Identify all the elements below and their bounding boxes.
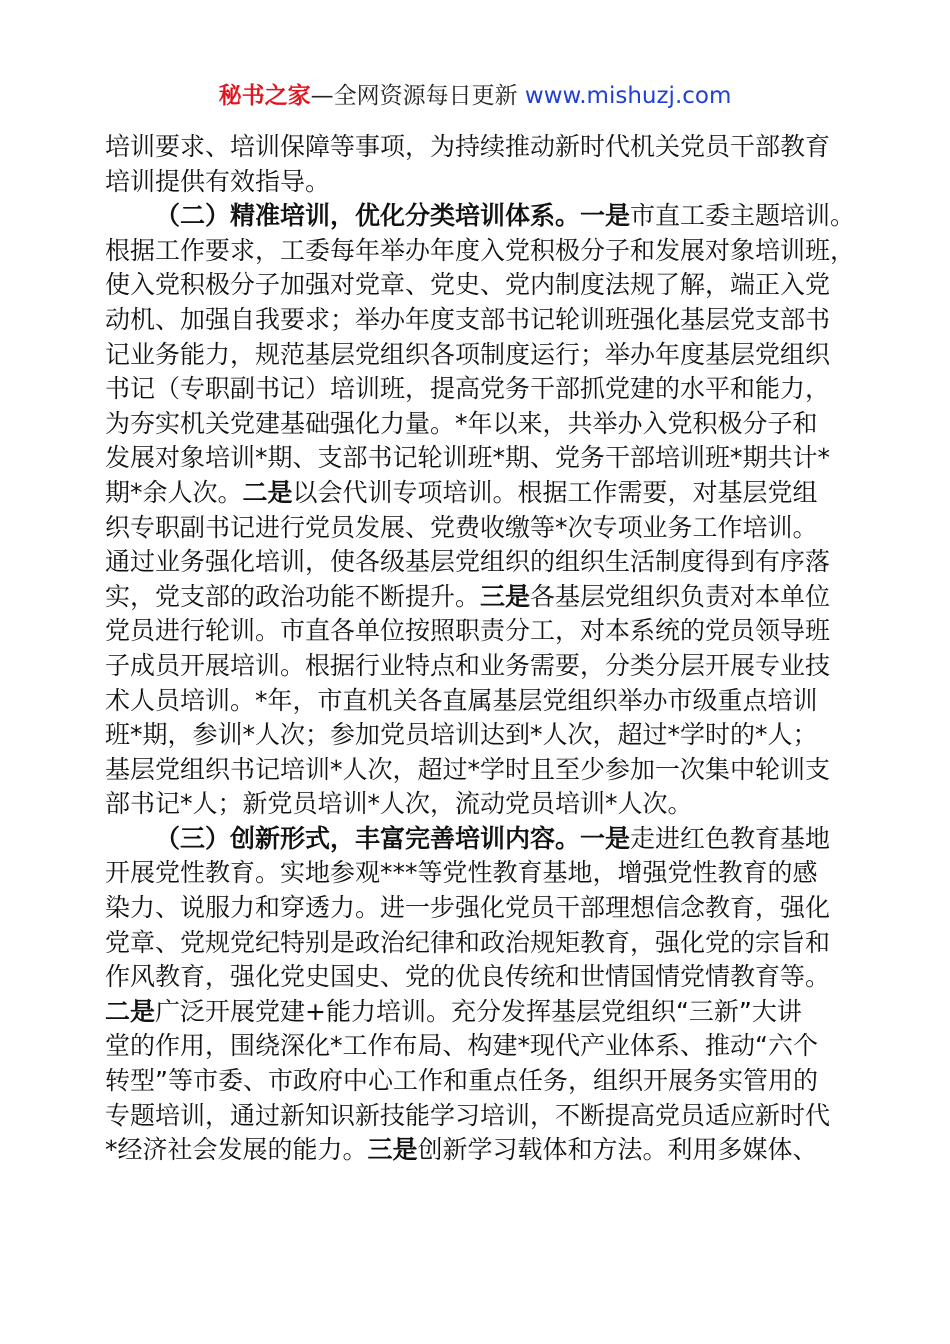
bold-text-segment: （三）创新形式，丰富完善培训内容。一是 xyxy=(155,823,631,853)
text-line xyxy=(105,995,845,1030)
text-segment: 染力、说服力和穿透力。进一步强化党员干部理想信念教育，强化 xyxy=(105,893,831,923)
bold-text-segment: 三是 xyxy=(480,581,531,611)
text-segment: 走进红色教育基地 xyxy=(630,823,831,853)
text-segment: 转型”等市委、市政府中心工作和重点任务，组织开展务实管用的 xyxy=(105,1066,818,1096)
text-segment: 为夯实机关党建基础强化力量。*年以来，共举办入党积极分子和 xyxy=(105,408,818,438)
text-segment: 动机、加强自我要求；举办年度支部书记轮训班强化基层党支部书 xyxy=(105,304,831,334)
text-segment: 发展对象培训*期、支部书记轮训班*期、党务干部培训班*期共计* xyxy=(105,443,831,473)
text-line xyxy=(105,614,845,649)
text-line xyxy=(105,338,845,373)
text-line xyxy=(105,407,845,442)
text-segment: 基层党组织书记培训*人次，超过*学时且至少参加一次集中轮训支 xyxy=(105,754,831,784)
text-line xyxy=(105,268,845,303)
bold-text-segment: 二是 xyxy=(242,477,293,507)
text-segment: *经济社会发展的能力。 xyxy=(105,1135,368,1165)
text-line xyxy=(105,1133,845,1168)
text-line xyxy=(105,649,845,684)
text-line xyxy=(105,130,845,165)
text-line xyxy=(105,511,845,546)
text-segment: 部书记*人；新党员培训*人次，流动党员培训*人次。 xyxy=(105,789,693,819)
site-brand: 秘书之家 xyxy=(218,83,311,109)
text-line xyxy=(105,199,856,234)
text-line xyxy=(105,856,845,891)
text-segment: 使入党积极分子加强对党章、党史、党内制度法规了解，端正入党 xyxy=(105,270,831,300)
text-segment: 记业务能力，规范基层党组织各项制度运行；举办年度基层党组织 xyxy=(105,339,831,369)
text-segment: 期*余人次。 xyxy=(105,477,243,507)
text-line xyxy=(105,718,845,753)
text-segment: 作风教育，强化党史国史、党的优良传统和世情国情党情教育等。 xyxy=(105,962,831,992)
text-line xyxy=(105,1029,845,1064)
text-segment: 实，党支部的政治功能不断提升。 xyxy=(105,581,481,611)
text-segment: 堂的作用，围绕深化*工作布局、构建*现代产业体系、推动“六个 xyxy=(105,1031,818,1061)
text-segment: 开展党性教育。实地参观***等党性教育基地，增强党性教育的感 xyxy=(105,858,818,888)
bold-text-segment: 三是 xyxy=(367,1135,418,1165)
text-segment: 子成员开展培训。根据行业特点和业务需要，分类分层开展专业技 xyxy=(105,650,831,680)
text-line xyxy=(105,234,856,269)
bold-text-segment: 二是 xyxy=(105,996,156,1026)
site-tagline: —全网资源每日更新 xyxy=(310,83,525,109)
text-segment: 党章、党规党纪特别是政治纪律和政治规矩教育，强化党的宗旨和 xyxy=(105,927,831,957)
text-line xyxy=(105,787,845,822)
text-line xyxy=(105,580,845,615)
text-line xyxy=(105,1099,845,1134)
text-line xyxy=(105,372,845,407)
text-line xyxy=(105,684,845,719)
text-line xyxy=(105,476,845,511)
text-segment: 广泛开展党建+能力培训。充分发挥基层党组织“三新”大讲 xyxy=(155,996,802,1026)
text-segment: 根据工作要求，工委每年举办年度入党积极分子和发展对象培训班， xyxy=(105,235,856,265)
text-line xyxy=(105,891,845,926)
site-header xyxy=(0,80,950,112)
text-segment: 通过业务强化培训，使各级基层党组织的组织生活制度得到有序落 xyxy=(105,547,831,577)
text-segment: 以会代训专项培训。根据工作需要，对基层党组 xyxy=(292,477,818,507)
text-segment: 织专职副书记进行党员发展、党费收缴等*次专项业务工作培训。 xyxy=(105,512,818,542)
text-line xyxy=(105,753,845,788)
text-line xyxy=(105,822,845,857)
text-segment: 创新学习载体和方法。利用多媒体、 xyxy=(417,1135,818,1165)
text-line xyxy=(105,165,845,200)
text-segment: 党员进行轮训。市直各单位按照职责分工，对本系统的党员领导班 xyxy=(105,616,831,646)
text-segment: 培训要求、培训保障等事项，为持续推动新时代机关党员干部教育 xyxy=(105,132,831,161)
text-segment: 书记（专职副书记）培训班，提高党务干部抓党建的水平和能力， xyxy=(105,374,831,404)
site-url[interactable]: www.mishuzj.com xyxy=(524,83,732,109)
text-line xyxy=(105,960,845,995)
text-segment: 培训提供有效指导。 xyxy=(105,166,331,196)
text-line xyxy=(105,303,845,338)
text-segment: 专题培训，通过新知识新技能学习培训，不断提高党员适应新时代 xyxy=(105,1100,831,1130)
document-body xyxy=(105,130,856,1168)
text-segment: 各基层党组织负责对本单位 xyxy=(530,581,831,611)
text-line xyxy=(105,1064,845,1099)
text-segment: 市直工委主题培训。 xyxy=(630,201,856,231)
text-segment: 班*期，参训*人次；参加党员培训达到*人次，超过*学时的*人； xyxy=(105,720,818,750)
text-line xyxy=(105,545,845,580)
text-line xyxy=(105,926,845,961)
bold-text-segment: （二）精准培训，优化分类培训体系。一是 xyxy=(155,201,631,231)
text-line xyxy=(105,441,845,476)
text-segment: 术人员培训。*年，市直机关各直属基层党组织举办市级重点培训 xyxy=(105,685,818,715)
